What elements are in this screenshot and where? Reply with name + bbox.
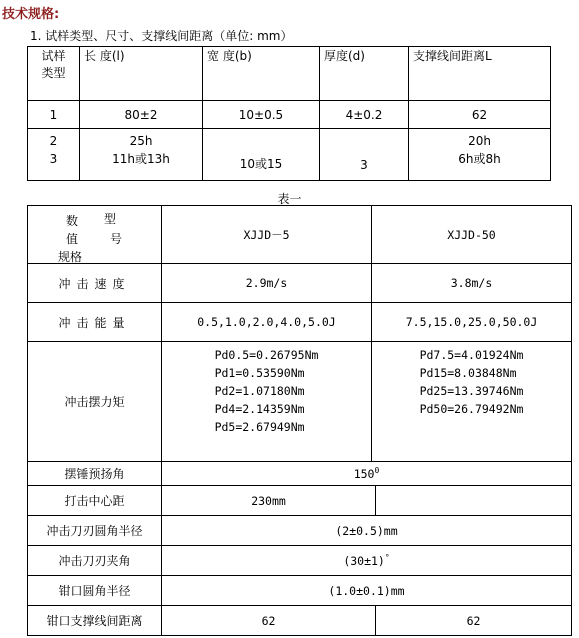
table-row (28, 47, 551, 101)
row-label: 冲击能量 (28, 303, 162, 342)
cell: 3.8m/s (372, 264, 572, 303)
cell: 4±0.2 (320, 101, 409, 129)
moment-cell-a (162, 342, 372, 462)
cell: 62 (409, 101, 551, 129)
cell: 62 (162, 606, 376, 636)
cell: 62 (376, 606, 572, 636)
moment-value: Pd50=26.79492Nm (419, 402, 524, 416)
moment-value: Pd0.5=0.26795Nm (214, 348, 319, 362)
corner-label: 号 (110, 232, 123, 246)
cell: 0.5,1.0,2.0,4.0,5.0J (162, 303, 372, 342)
header-span: 支撑线间距离L (409, 47, 551, 101)
cell: 80±2 (80, 101, 203, 129)
moment-value: Pd7.5=4.01924Nm (419, 348, 524, 362)
row-label: 冲击刀刃圆角半径 (28, 516, 162, 546)
model-b: XJJD-50 (372, 206, 572, 264)
table-row (28, 546, 572, 576)
row-label: 冲击摆力矩 (28, 342, 162, 462)
cell: 1 (28, 101, 80, 129)
corner-label: 型 (104, 212, 117, 226)
row-label: 冲击刀刃夹角 (28, 546, 162, 576)
cell: 2 3 (28, 129, 80, 181)
spec-table (27, 205, 572, 636)
cell: (2±0.5)mm (162, 516, 572, 546)
degree-mark: 0 (374, 466, 380, 476)
table-row (28, 606, 572, 636)
moment-value: Pd2=1.07180Nm (214, 384, 305, 398)
table-row (28, 206, 572, 264)
header-thickness: 厚度(d) (320, 47, 409, 101)
table-caption: 表一 (277, 192, 302, 206)
row-label: 摆锤预扬角 (28, 462, 162, 486)
section-heading: 技术规格: (2, 7, 60, 22)
cell: 20h 6h或8h (409, 129, 551, 181)
cell: 7.5,15.0,25.0,50.0J (372, 303, 572, 342)
angle-value: (30±1) (343, 553, 385, 568)
header-length: 长 度(l) (80, 47, 203, 101)
lift-value: 150 (353, 466, 375, 481)
list-item-1: 1. 试样类型、尺寸、支撑线间距离（单位: mm） (30, 29, 293, 43)
cell (162, 546, 572, 576)
cell: 25h 11h或13h (80, 129, 203, 181)
cell (376, 486, 572, 516)
row-label: 钳口圆角半径 (28, 576, 162, 606)
row-label: 钳口支撑线间距离 (28, 606, 162, 636)
cell: 3 (320, 129, 409, 181)
cell: 10或15 (203, 129, 320, 181)
cell: 2.9m/s (162, 264, 372, 303)
moment-value: Pd5=2.67949Nm (214, 420, 305, 434)
cell: 10±0.5 (203, 101, 320, 129)
moment-cell-b (372, 342, 572, 462)
header-width: 宽 度(b) (203, 47, 320, 101)
corner-label: 数 (66, 214, 79, 228)
table-row (28, 264, 572, 303)
moment-value: Pd25=13.39746Nm (419, 384, 524, 398)
table-row (28, 486, 572, 516)
corner-label: 规格 (58, 250, 83, 264)
cell: (1.0±0.1)mm (162, 576, 572, 606)
row-label: 冲击速度 (28, 264, 162, 303)
table-row (28, 516, 572, 546)
corner-label: 值 (66, 232, 79, 246)
moment-value: Pd4=2.14359Nm (214, 402, 305, 416)
cell: 230mm (162, 486, 376, 516)
moment-value: Pd1=0.53590Nm (214, 366, 305, 380)
specimen-table (27, 46, 551, 181)
cell (162, 462, 572, 486)
moment-value: Pd15=8.03848Nm (419, 366, 517, 380)
table-row (28, 342, 572, 462)
table-row (28, 129, 551, 181)
table-row (28, 303, 572, 342)
model-a: XJJD－5 (162, 206, 372, 264)
row-label: 打击中心距 (28, 486, 162, 516)
table-row (28, 101, 551, 129)
corner-header (28, 206, 162, 264)
table-row (28, 576, 572, 606)
degree-mark: ° (384, 553, 390, 563)
table-row (28, 462, 572, 486)
header-type: 试样 类型 (28, 47, 80, 101)
